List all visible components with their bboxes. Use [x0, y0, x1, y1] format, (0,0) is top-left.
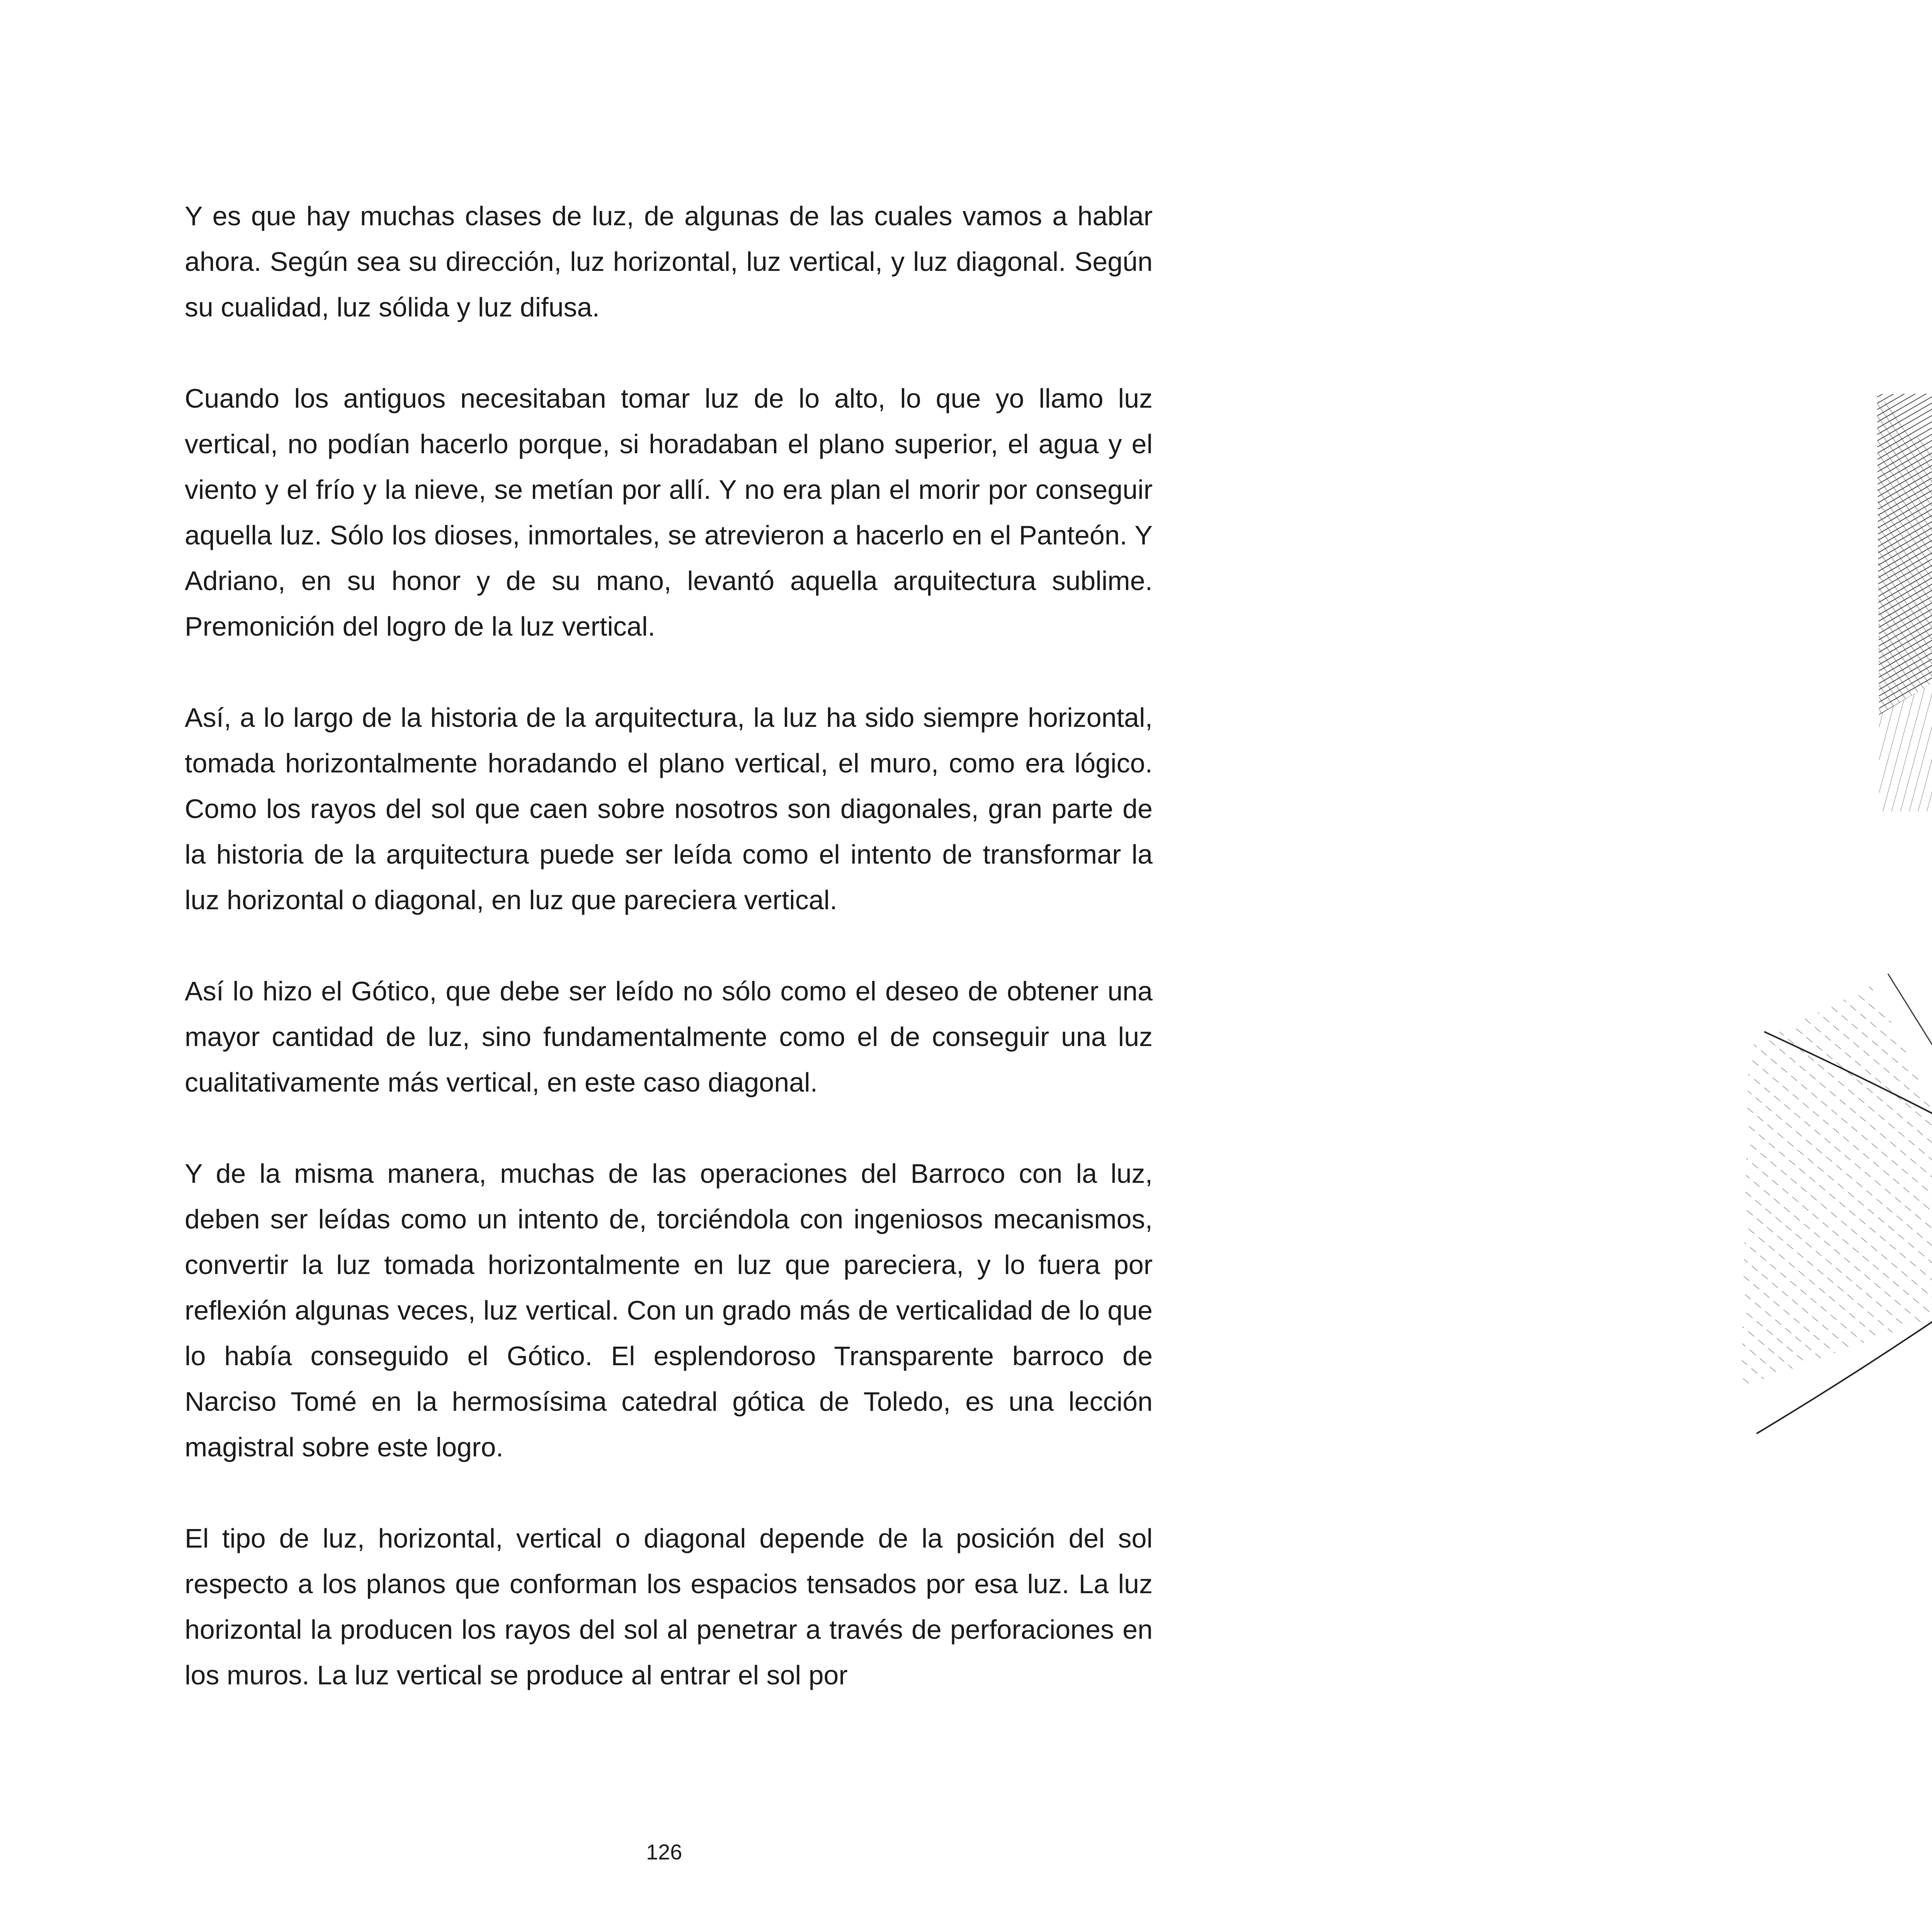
paragraph-2: Cuando los antiguos necesitaban tomar luz de lo alto, lo que yo llamo luz vertical, no podían hacerlo porque, si horadaban el plano superior, el agua y el viento y el frío y la nieve, se metían por allí. Y no era plan el morir por conseguir aquella luz. Sólo los dioses, inmortales, se atrevieron a hacerlo en el Panteón. Y Adriano, en su honor y de su mano, levantó aquella arquitectura sublime. Premonición del logro de la luz vertical. [185, 383, 1153, 641]
right-page [1351, 0, 1932, 1917]
paragraph-6: El tipo de luz, horizontal, vertical o diagonal depende de la posición del sol respecto a los planos que conforman los espacios tensados por esa luz. La luz horizontal la producen los rayos del sol al penetrar a través de perforaciones en los muros. La luz vertical se produce al entrar el sol por [185, 1523, 1153, 1690]
page-number-left: 126 [646, 1840, 682, 1864]
sketch-diagonal-light [1726, 970, 1932, 1472]
paragraph-3: Así, a lo largo de la historia de la arquitectura, la luz ha sido siempre horizontal, tomada horizontalmente horadando el plano vertical, el muro, como era lógico. Como los rayos del sol que caen sobre nosotros son diagonales, gran parte de la historia de la arquitectura puede ser leída como el intento de transformar la luz horizontal o diagonal, en luz que pareciera vertical. [185, 703, 1153, 915]
sketch-vertical-light [1873, 386, 1932, 908]
paragraph-5: Y de la misma manera, muchas de las operaciones del Barroco con la luz, deben ser leídas como un intento de, torciéndola con ingeniosos mecanismos, convertir la luz tomada horizontalmente en luz que pareciera, y lo fuera por reflexión algunas veces, luz vertical. Con un grado más de verticalidad de lo que lo había conseguido el Gótico. El esplendoroso Transparente barroco de Narciso Tomé en la hermosísima catedral gótica de Toledo, es una lección magistral sobre este logro. [185, 1158, 1153, 1462]
body-text [185, 193, 1153, 1744]
paragraph-4: Así lo hizo el Gótico, que debe ser leído no sólo como el deseo de obtener una mayor cantidad de luz, sino fundamentalmente como el de conseguir una luz cualitativamente más vertical, en este caso diagonal. [185, 976, 1153, 1097]
paragraph-1: Y es que hay muchas clases de luz, de algunas de las cuales vamos a hablar ahora. Según sea su dirección, luz horizontal, luz vertical, y luz diagonal. Según su cualidad, luz sólida y luz difusa. [185, 201, 1153, 322]
